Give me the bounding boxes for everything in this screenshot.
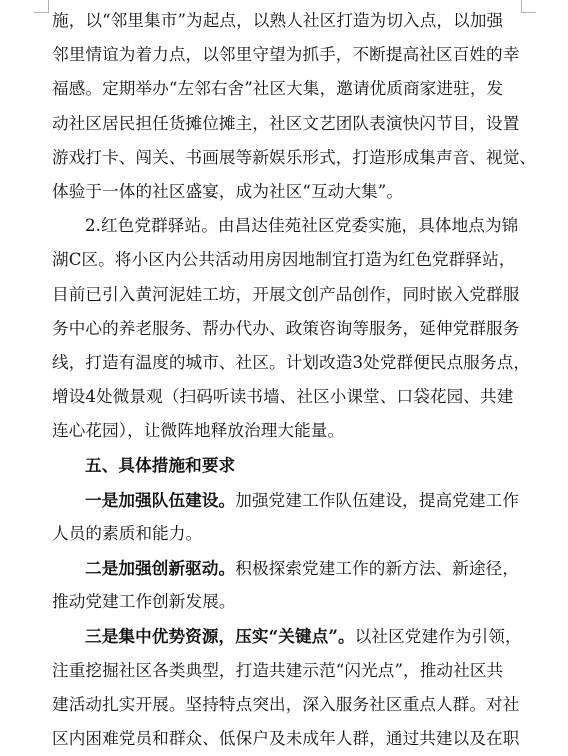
text-line: [52, 551, 522, 585]
text-line: 体验于一体的社区盛宴，成为社区“互动大集”。: [52, 181, 404, 201]
document-body[interactable]: [52, 4, 537, 756]
text-run: 加强党建工作队伍建设，提高党建工作: [235, 490, 520, 510]
text-line: [52, 619, 522, 653]
page-corner-mark-left: [34, 0, 49, 13]
text-line: 福感。定期举办“左邻右舍”社区大集，邀请优质商家进驻，发: [52, 79, 504, 99]
text-line: 增设4处微景观（扫码听读书墙、社区小课堂、口袋花园、共建: [52, 387, 514, 407]
text-line: 建活动扎实开展。坚持特点突出，深入服务社区重点人群。对社: [52, 694, 520, 714]
bold-lead: 一是加强队伍建设。: [85, 489, 236, 510]
text-line: 游戏打卡、闯关、书画展等新娱乐形式，打造形成集声音、视觉、: [52, 147, 537, 167]
text-line: 线，打造有温度的城市、社区。计划改造3处党群便民点服务点，: [52, 352, 531, 372]
bold-lead: 二是加强创新驱动。: [85, 558, 236, 578]
text-line: 务中心的养老服务、帮办代办、政策咨询等服务，延伸党群服务: [52, 318, 520, 338]
section-heading: 五、具体措施和要求: [85, 455, 236, 476]
text-line: [52, 483, 522, 517]
text-line: 连心花园），让微阵地释放治理大能量。: [52, 421, 345, 441]
text-line: 区内困难党员和群众、低保户及未成年人群，通过共建以及在职: [52, 728, 520, 748]
text-run: 以社区党建作为引领，: [354, 627, 522, 647]
page-corner-mark-right: [521, 0, 536, 13]
text-line: 2.红色党群驿站。由昌达佳苑社区党委实施，具体地点为锦: [85, 216, 519, 236]
text-line: 注重挖掘社区各类典型，打造共建示范“闪光点”，推动社区共: [52, 660, 504, 680]
text-line: 人员的素质和能力。: [52, 523, 203, 543]
text-line: 推动党建工作创新发展。: [52, 592, 236, 612]
bold-lead: 三是集中优势资源，压实“关键点”。: [85, 626, 355, 647]
text-line: 目前已引入黄河泥娃工坊，开展文创产品创作，同时嵌入党群服: [52, 284, 520, 304]
text-line: 湖C区。将小区内公共活动用房因地制宜打造为红色党群驿站，: [52, 250, 516, 270]
text-line: 施，以“邻里集市”为起点，以熟人社区打造为切入点，以加强: [52, 11, 504, 30]
text-line: 动社区居民担任货摊位摊主，社区文艺团队表演快闪节目，设置: [52, 113, 520, 133]
text-line: 邻里情谊为着力点，以邻里守望为抓手，不断提高社区百姓的幸: [52, 45, 520, 65]
text-run: 积极探索党建工作的新方法、新途径，: [235, 559, 520, 578]
